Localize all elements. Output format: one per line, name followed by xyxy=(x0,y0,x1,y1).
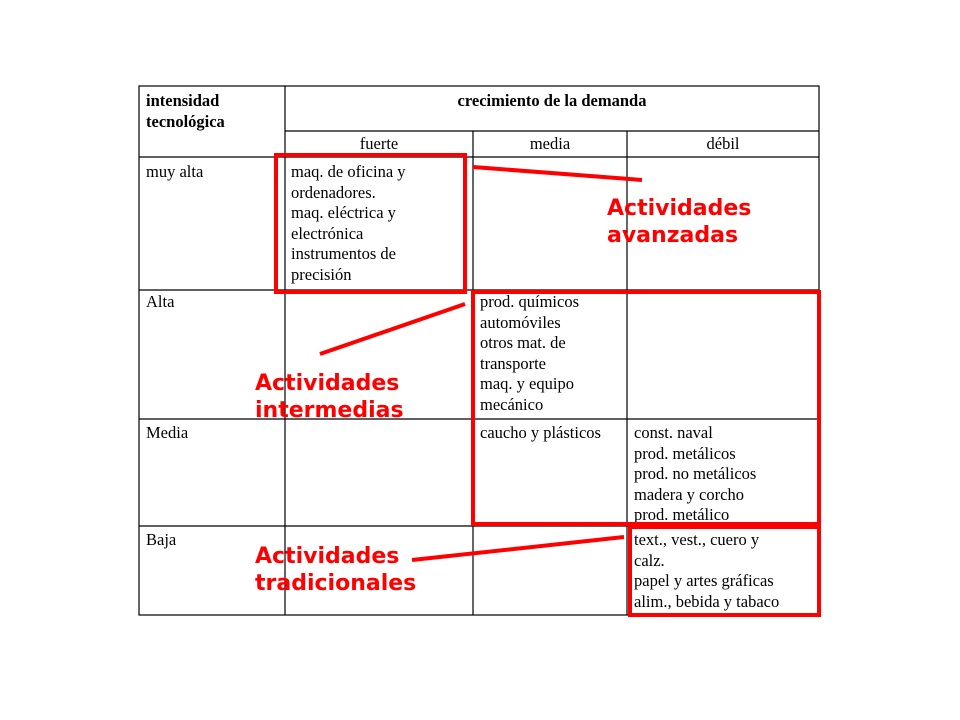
row-label-muy-alta: muy alta xyxy=(146,162,204,181)
connector-intermedias xyxy=(320,304,465,354)
highlight-box-avanzadas xyxy=(276,155,465,292)
column-header-media: media xyxy=(529,134,571,153)
label-actividades-intermedias: Actividades intermedias xyxy=(255,371,404,423)
row-label-media: Media xyxy=(146,423,189,442)
group-header: crecimiento de la demanda xyxy=(457,91,647,110)
label-actividades-avanzadas: Actividades avanzadas xyxy=(607,196,752,248)
connector-avanzadas xyxy=(473,167,642,180)
column-header-fuerte: fuerte xyxy=(359,134,399,153)
row-label-alta: Alta xyxy=(146,292,175,311)
table-cell: caucho y plásticos xyxy=(480,423,601,442)
table-cell: const. naval prod. metálicos prod. no metálicos madera y corcho prod. metálico xyxy=(634,423,757,524)
row-label-baja: Baja xyxy=(146,530,177,549)
corner-label: intensidad tecnológica xyxy=(146,91,225,131)
table-cell: maq. de oficina y ordenadores. maq. eléctrica y electrónica instrumentos de precisión xyxy=(291,162,406,284)
highlight-box-intermedias xyxy=(473,292,819,524)
connector-tradicionales xyxy=(412,537,624,560)
table-cell: text., vest., cuero y calz. papel y artes gráficas alim., bebida y tabaco xyxy=(634,530,780,611)
highlight-box-tradicionales xyxy=(630,527,819,615)
label-actividades-tradicionales: Actividades tradicionales xyxy=(255,544,417,596)
table-cell: prod. químicos automóviles otros mat. de transporte maq. y equipo mecánico xyxy=(480,292,579,414)
column-header-debil: débil xyxy=(706,134,740,153)
